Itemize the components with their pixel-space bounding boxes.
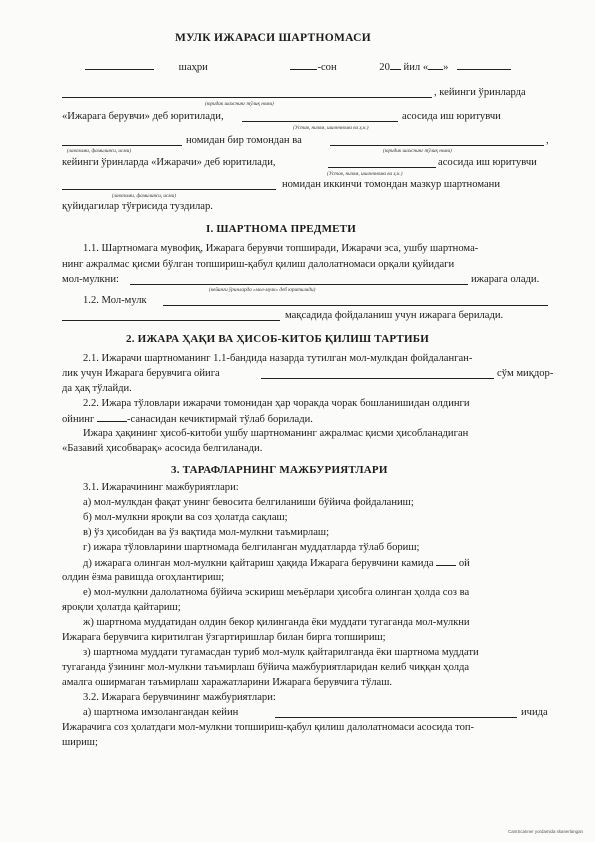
s2-line-7: «Базавий ҳисобварақ» асосида белгиланади. <box>62 443 263 454</box>
header-line <box>85 60 511 74</box>
lessee-rep-blank[interactable] <box>62 189 276 190</box>
property-blank[interactable] <box>130 284 468 285</box>
number-blank[interactable] <box>290 60 317 70</box>
parties-line-2a: «Ижарага берувчи» деб юритилади, <box>62 111 224 122</box>
parties-line-3b: , <box>546 135 549 146</box>
parties-line-2b: асосида иш юритувчи <box>402 111 501 122</box>
city-blank[interactable] <box>85 60 154 70</box>
lessee-basis-blank[interactable] <box>328 167 436 168</box>
lessee-name-blank[interactable] <box>330 145 544 146</box>
s3-line-2: а) мол-мулкдан фақат унинг бевосита белгиланиши бўйича фойдаланиш; <box>83 497 414 508</box>
property-desc-blank[interactable] <box>163 305 548 306</box>
s1-line-4: 1.2. Мол-мулк <box>83 295 147 306</box>
s3-line-6a: д) ижарага олинган мол-мулкни қайтариш ҳақида Ижарага берувчини камида <box>83 558 434 569</box>
scanner-watermark: CamScanner yordamida skanerlangan <box>508 829 583 834</box>
s1-line-3b: ижарага олади. <box>471 274 540 285</box>
caption-lessor-name: (юридик шахснинг тўлиқ номи) <box>205 101 274 107</box>
section-2-title: 2. ИЖАРА ҲАҚИ ВА ҲИСОБ-КИТОБ ҚИЛИШ ТАРТИБИ <box>126 333 429 345</box>
caption-lessor-rep: (лавозими, фамилияси, исми) <box>67 148 131 154</box>
s3-line-4: в) ўз ҳисобидан ва ўз вақтида мол-мулкни таъмирлаш; <box>83 527 330 538</box>
parties-line-4b: асосида иш юритувчи <box>438 157 537 168</box>
parties-line-4a: кейинги ўринларда «Ижарачи» деб юритилади, <box>62 157 276 168</box>
s2-line-6: Ижара ҳақининг ҳисоб-китоби ушбу шартноманинг ажралмас қисми ҳисобланадиган <box>83 428 469 439</box>
s3-line-6 <box>83 556 470 570</box>
s2-line-2a: лик учун Ижарага берувчига ойига <box>62 368 220 379</box>
s1-line-1: 1.1. Шартномага мувофиқ, Ижарага берувчи топширади, Ижарачи эса, ушбу шартнома- <box>83 243 479 254</box>
parties-line-3a: номидан бир томондан ва <box>186 135 302 146</box>
handover-term-blank[interactable] <box>275 717 517 718</box>
section-3-title: 3. ТАРАФЛАРНИНГ МАЖБУРИЯТЛАРИ <box>171 464 388 476</box>
s3-line-15: 3.2. Ижарага берувчининг мажбуриятлари: <box>83 692 276 703</box>
s2-line-5a: ойнинг <box>62 414 95 425</box>
s3-line-9: яроқли ҳолатда қайтариш; <box>62 602 181 613</box>
document-title: МУЛК ИЖАРАСИ ШАРТНОМАСИ <box>175 32 371 44</box>
s3-line-6b: ой <box>458 558 470 569</box>
rent-amount-blank[interactable] <box>261 378 494 379</box>
lessor-rep-blank[interactable] <box>62 145 182 146</box>
parties-line-6: қуйидагилар тўғрисида туздилар. <box>62 201 213 212</box>
s3-line-10: ж) шартнома муддатидан олдин бекор қилинганда ёки муддати тугаганда мол-мулкни <box>83 617 470 628</box>
purpose-blank[interactable] <box>62 320 280 321</box>
s2-line-5b: -санасидан кечиктирмай тўлаб борилади. <box>126 414 313 425</box>
day-close: » <box>443 62 449 73</box>
caption-lessee-name: (юридик шахснинг тўлиқ номи) <box>383 148 452 154</box>
payment-day-blank[interactable] <box>97 412 127 422</box>
parties-line-5: номидан иккинчи томондан мазкур шартномани <box>282 179 500 190</box>
s3-line-18: шириш; <box>62 737 98 748</box>
s2-line-1: 2.1. Ижарачи шартноманинг 1.1-бандида назарда тутилган мол-мулкдан фойдаланган- <box>83 353 473 364</box>
s3-line-5: г) ижара тўловларини шартномада белгиланган муддатларда тўлаб бориш; <box>83 542 420 553</box>
caption-property: (кейинги ўринларда «мол-мулк» деб юритилади) <box>209 287 316 293</box>
s3-line-7: олдин ёзма равишда огоҳлантириш; <box>62 572 225 583</box>
city-label: шаҳри <box>178 62 208 73</box>
month-blank[interactable] <box>457 60 511 70</box>
s2-line-4: 2.2. Ижара тўловлари ижарачи томонидан ҳар чоракда чорак бошланишидан олдинги <box>83 398 470 409</box>
s2-line-5 <box>62 412 313 426</box>
s3-line-1: 3.1. Ижарачининг мажбуриятлари: <box>83 482 239 493</box>
s1-line-5: мақсадида фойдаланиш учун ижарага берилади. <box>285 310 504 321</box>
parties-line-1: , кейинги ўринларда <box>434 87 526 98</box>
s3-line-3: б) мол-мулкни яроқли ва соз ҳолатда сақлаш; <box>83 512 288 523</box>
s2-line-3: да ҳақ тўлайди. <box>62 383 132 394</box>
s3-line-14: амалга оширмаган таъмирлаш харажатларини Ижарага берувчига тўлаш. <box>62 677 393 688</box>
s3-line-16a: а) шартнома имзолангандан кейин <box>83 707 239 718</box>
lessor-name-blank[interactable] <box>62 97 432 98</box>
s3-line-12: з) шартнома муддати тугамасдан туриб мол-мулк қайтарилганда ёки шартнома муддати <box>83 647 479 658</box>
year-suffix: йил « <box>403 62 429 73</box>
year-prefix: 20 <box>379 62 390 73</box>
number-label: -сон <box>317 62 337 73</box>
caption-lessee-rep: (лавозими, фамилияси, исми) <box>112 193 176 199</box>
s2-line-2b: сўм миқдор- <box>497 368 554 379</box>
caption-lessor-basis: (Устав, низом, ишончнома ва ҳ.к.) <box>293 125 369 131</box>
s1-line-2: нинг ажралмас қисми бўлган топшириш-қабул қилиш далолатномаси орқали қуйидаги <box>62 259 455 270</box>
s3-line-17: Ижарачига соз ҳолатдаги мол-мулкни топшириш-қабул қилиш далолатномаси асосида топ- <box>62 722 475 733</box>
s3-line-16b: ичида <box>521 707 548 718</box>
s3-line-11: Ижарага берувчига киритилган ўзгартиришлар билан бирга топшириш; <box>62 632 386 643</box>
day-blank[interactable] <box>428 60 443 70</box>
s1-line-3a: мол-мулкни: <box>62 274 119 285</box>
notice-months-blank[interactable] <box>436 556 456 566</box>
lessor-basis-blank[interactable] <box>242 121 398 122</box>
caption-lessee-basis: (Устав, низом, ишончнома ва ҳ.к.) <box>327 171 403 177</box>
s3-line-8: е) мол-мулкни далолатнома бўйича эскириш меъёрлари ҳисобга олинган ҳолда соз ва <box>83 587 470 598</box>
section-1-title: I. ШАРТНОМА ПРЕДМЕТИ <box>206 223 356 235</box>
s3-line-13: тугаганда ўзининг мол-мулкни таъмирлаш бўйича мажбуриятларидан келиб чиққан ҳолда <box>62 662 470 673</box>
year-blank[interactable] <box>390 60 401 70</box>
